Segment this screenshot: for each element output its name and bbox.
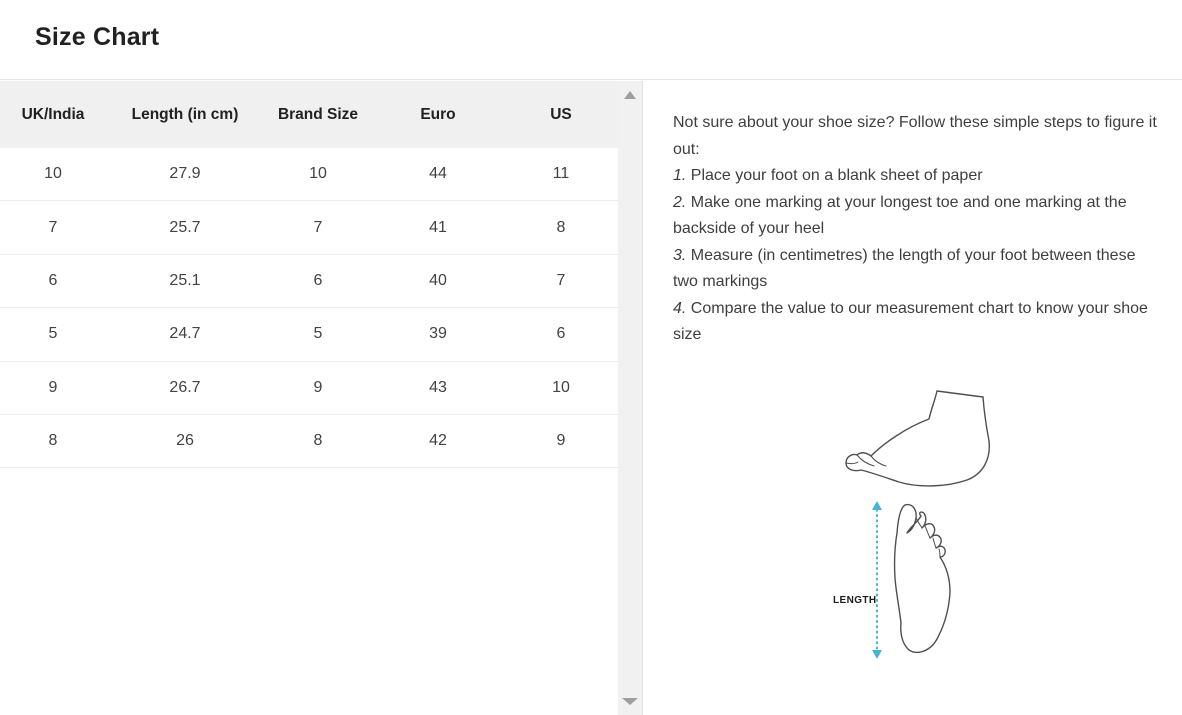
cell-brand: 9 <box>313 378 323 396</box>
cell-us: 6 <box>556 325 566 343</box>
cell-us: 10 <box>552 378 570 396</box>
foot-side-view-icon <box>843 387 991 490</box>
instructions-intro: Not sure about your shoe size? Follow these simple steps to figure it out: <box>673 114 1157 158</box>
cell-euro: 39 <box>429 325 447 343</box>
column-header-brand-size: Brand Size <box>277 105 359 123</box>
cell-uk-india: 5 <box>48 325 58 343</box>
cell-euro: 43 <box>429 378 447 396</box>
page-title: Size Chart <box>35 23 160 51</box>
step-text: Measure (in centimetres) the length of your foot between these two markings <box>673 246 1136 290</box>
cell-brand: 6 <box>313 271 323 289</box>
foot-length-measurement-icon <box>865 500 970 660</box>
step-text: Compare the value to our measurement chart to know your shoe size <box>673 299 1148 343</box>
step-text: Make one marking at your longest toe and one marking at the backside of your heel <box>673 193 1127 237</box>
step-number: 3. <box>673 246 687 264</box>
step-number: 4. <box>673 299 687 317</box>
column-header-uk-india: UK/India <box>21 105 85 123</box>
length-label: LENGTH <box>833 595 877 606</box>
cell-euro: 42 <box>429 432 447 450</box>
column-header-length: Length (in cm) <box>131 105 239 123</box>
titlebar <box>0 0 1182 80</box>
cell-us: 9 <box>556 432 566 450</box>
instruction-step <box>673 163 1160 190</box>
cell-brand: 5 <box>313 325 323 343</box>
cell-length: 25.1 <box>169 271 201 289</box>
table-row <box>0 255 618 308</box>
cell-length: 25.7 <box>169 218 201 236</box>
cell-length: 27.9 <box>169 165 201 183</box>
cell-uk-india: 8 <box>48 432 58 450</box>
cell-uk-india: 10 <box>44 165 62 183</box>
cell-length: 26.7 <box>169 378 201 396</box>
cell-brand: 10 <box>309 165 327 183</box>
step-number: 2. <box>673 193 687 211</box>
table-scrollbar[interactable] <box>618 81 643 715</box>
step-number: 1. <box>673 167 687 184</box>
cell-uk-india: 9 <box>48 378 58 396</box>
cell-brand: 7 <box>313 218 323 236</box>
cell-euro: 41 <box>429 218 447 236</box>
scroll-up-arrow-icon[interactable] <box>624 91 636 99</box>
cell-euro: 44 <box>429 165 447 183</box>
table-row <box>0 148 618 201</box>
cell-us: 11 <box>552 165 570 183</box>
instruction-step <box>673 296 1160 349</box>
column-header-us: US <box>550 105 572 123</box>
table-header-row <box>0 81 618 148</box>
column-header-euro: Euro <box>420 105 456 123</box>
cell-us: 8 <box>556 218 566 236</box>
table-row <box>0 201 618 254</box>
instructions-text <box>673 110 1160 349</box>
measure-arrow-top <box>872 501 882 510</box>
table-row <box>0 362 618 415</box>
cell-brand: 8 <box>313 432 323 450</box>
table-row <box>0 308 618 361</box>
table-row <box>0 415 618 468</box>
cell-euro: 40 <box>429 271 447 289</box>
cell-uk-india: 6 <box>48 271 58 289</box>
size-table <box>0 81 618 468</box>
instructions-panel <box>645 80 1182 715</box>
step-text: Place your foot on a blank sheet of paper <box>686 167 983 184</box>
cell-us: 7 <box>556 271 566 289</box>
cell-uk-india: 7 <box>48 218 58 236</box>
cell-length: 26 <box>176 432 194 450</box>
cell-length: 24.7 <box>169 325 201 343</box>
instruction-step <box>673 190 1160 243</box>
scroll-down-arrow-icon[interactable] <box>622 698 638 705</box>
instruction-step <box>673 243 1160 296</box>
measure-arrow-bottom <box>872 650 882 659</box>
